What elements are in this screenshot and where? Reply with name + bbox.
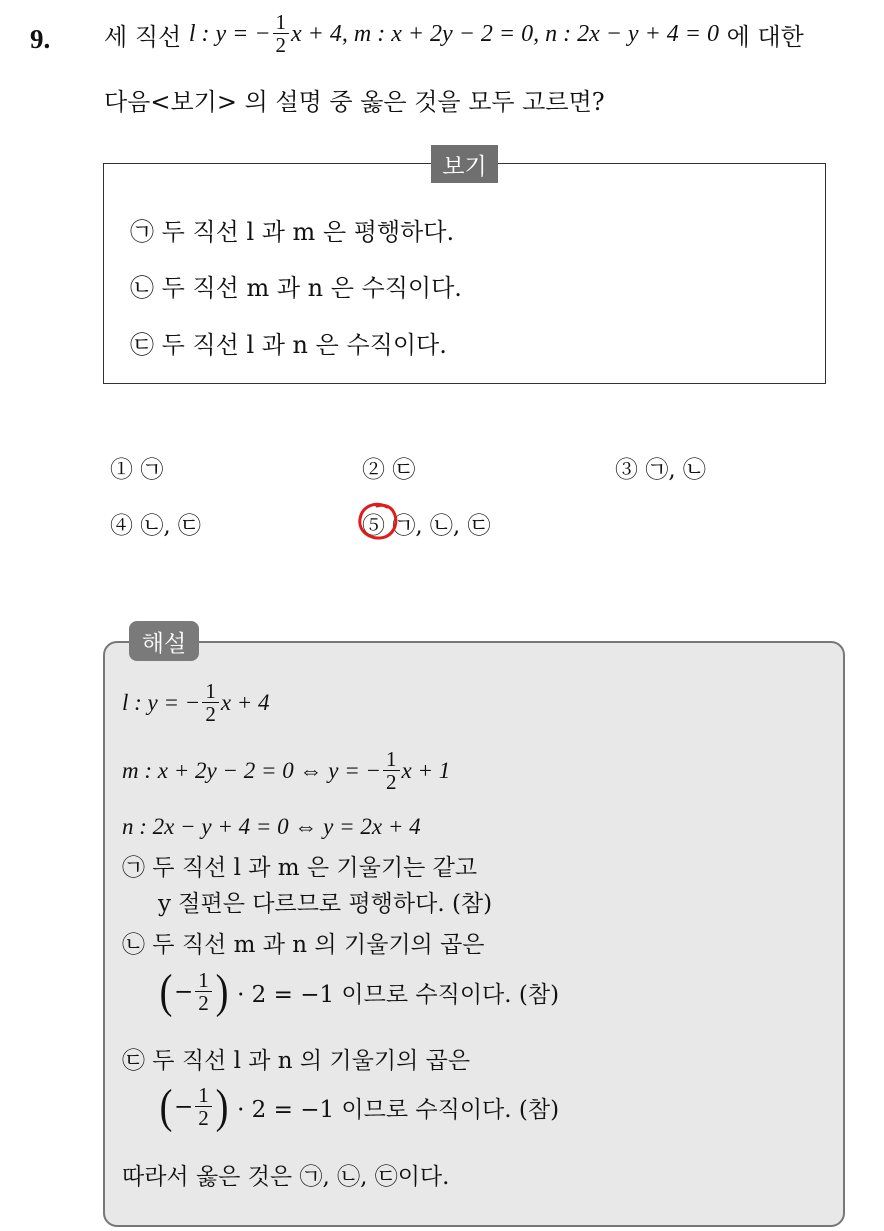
fraction-one-half — [195, 970, 212, 1014]
left-paren: ( — [159, 965, 173, 1018]
choice-text: ㉠, ㉡ — [645, 457, 706, 483]
right-paren: ) — [215, 1080, 229, 1133]
fraction-denominator: 2 — [195, 991, 212, 1014]
solution-n-equation: n : 2x − y + 4 = 0 ⇔ y = 2x + 4 — [122, 814, 421, 839]
solution-product-1 — [158, 965, 560, 1018]
fraction-denominator: 2 — [202, 702, 219, 725]
stem-suffix: 에 대한 — [726, 22, 804, 51]
m-eq-right: x + 1 — [401, 758, 451, 783]
fraction-numerator: 1 — [198, 1083, 209, 1107]
product-text: · 2 = −1 이므로 수직이다. (참) — [237, 1096, 560, 1123]
fraction-one-half — [202, 681, 219, 725]
choice-2[interactable] — [362, 451, 415, 484]
solution-step-1b: y 절편은 다르므로 평행하다. (참) — [158, 891, 493, 917]
choice-3[interactable] — [615, 451, 706, 484]
line-equations: x + 4, m : x + 2y − 2 = 0, n : 2x − y + 4 = 0 — [291, 20, 719, 47]
fraction-denominator: 2 — [383, 770, 400, 793]
right-paren: ) — [215, 965, 229, 1018]
bogi-item-1: ㉠ 두 직선 l 과 m 은 평행하다. — [130, 218, 455, 246]
stem-prefix: 세 직선 — [104, 22, 182, 51]
fraction-numerator: 1 — [205, 679, 216, 703]
l-eq-right: x + 4 — [220, 690, 270, 715]
choice-label: ④ — [110, 513, 133, 539]
fraction-one-half — [383, 749, 400, 793]
choice-text: ㉡, ㉢ — [140, 513, 201, 539]
fraction-numerator: 1 — [198, 968, 209, 992]
solution-step-1: ㉠ 두 직선 l 과 m 은 기울기는 같고 — [122, 855, 478, 881]
choice-label: ② — [362, 457, 385, 483]
question-stem-line2: 다음<보기> 의 설명 중 옳은 것을 모두 고르면? — [104, 88, 605, 116]
solution-step-3: ㉢ 두 직선 l 과 n 의 기울기의 곱은 — [122, 1048, 471, 1074]
solution-step-2: ㉡ 두 직선 m 과 n 의 기울기의 곱은 — [122, 932, 485, 958]
choice-4[interactable] — [110, 507, 201, 540]
fraction-denominator: 2 — [195, 1106, 212, 1129]
fraction-numerator: 1 — [275, 10, 287, 34]
left-paren: ( — [159, 1080, 173, 1133]
choice-text: ㉢ — [392, 457, 416, 483]
question-number: 9. — [30, 24, 51, 54]
minus-sign: − — [173, 1094, 194, 1120]
solution-title: 해설 — [129, 621, 199, 661]
fraction-one-half — [195, 1085, 212, 1129]
answer-circle-icon — [357, 501, 401, 543]
bogi-item-3: ㉢ 두 직선 l 과 n 은 수직이다. — [130, 331, 447, 359]
l-definition: l : y = − — [188, 20, 271, 47]
answer-circle-stroke — [360, 504, 396, 538]
bogi-title: 보기 — [431, 145, 498, 183]
choice-text: ㉠, ㉡, ㉢ — [392, 513, 491, 539]
minus-sign: − — [173, 979, 194, 1005]
bogi-item-2: ㉡ 두 직선 m 과 n 은 수직이다. — [130, 274, 462, 302]
fraction-one-half — [273, 12, 290, 56]
solution-product-2 — [158, 1080, 560, 1133]
fraction-denominator: 2 — [273, 33, 290, 56]
question-stem-line1 — [104, 12, 804, 56]
solution-m-equation — [122, 749, 450, 793]
choice-text: ㉠ — [140, 457, 164, 483]
solution-conclusion: 따라서 옳은 것은 ㉠, ㉡, ㉢이다. — [122, 1164, 450, 1190]
choice-1[interactable] — [110, 451, 163, 484]
fraction-numerator: 1 — [386, 747, 397, 771]
choice-label: ⑤ — [362, 513, 385, 539]
l-eq-left: l : y = − — [122, 690, 201, 715]
choice-label: ③ — [615, 457, 638, 483]
m-eq-left: m : x + 2y − 2 = 0 ⇔ y = − — [122, 758, 381, 783]
product-text: · 2 = −1 이므로 수직이다. (참) — [237, 981, 560, 1008]
choice-label: ① — [110, 457, 133, 483]
solution-l-equation — [122, 681, 270, 725]
